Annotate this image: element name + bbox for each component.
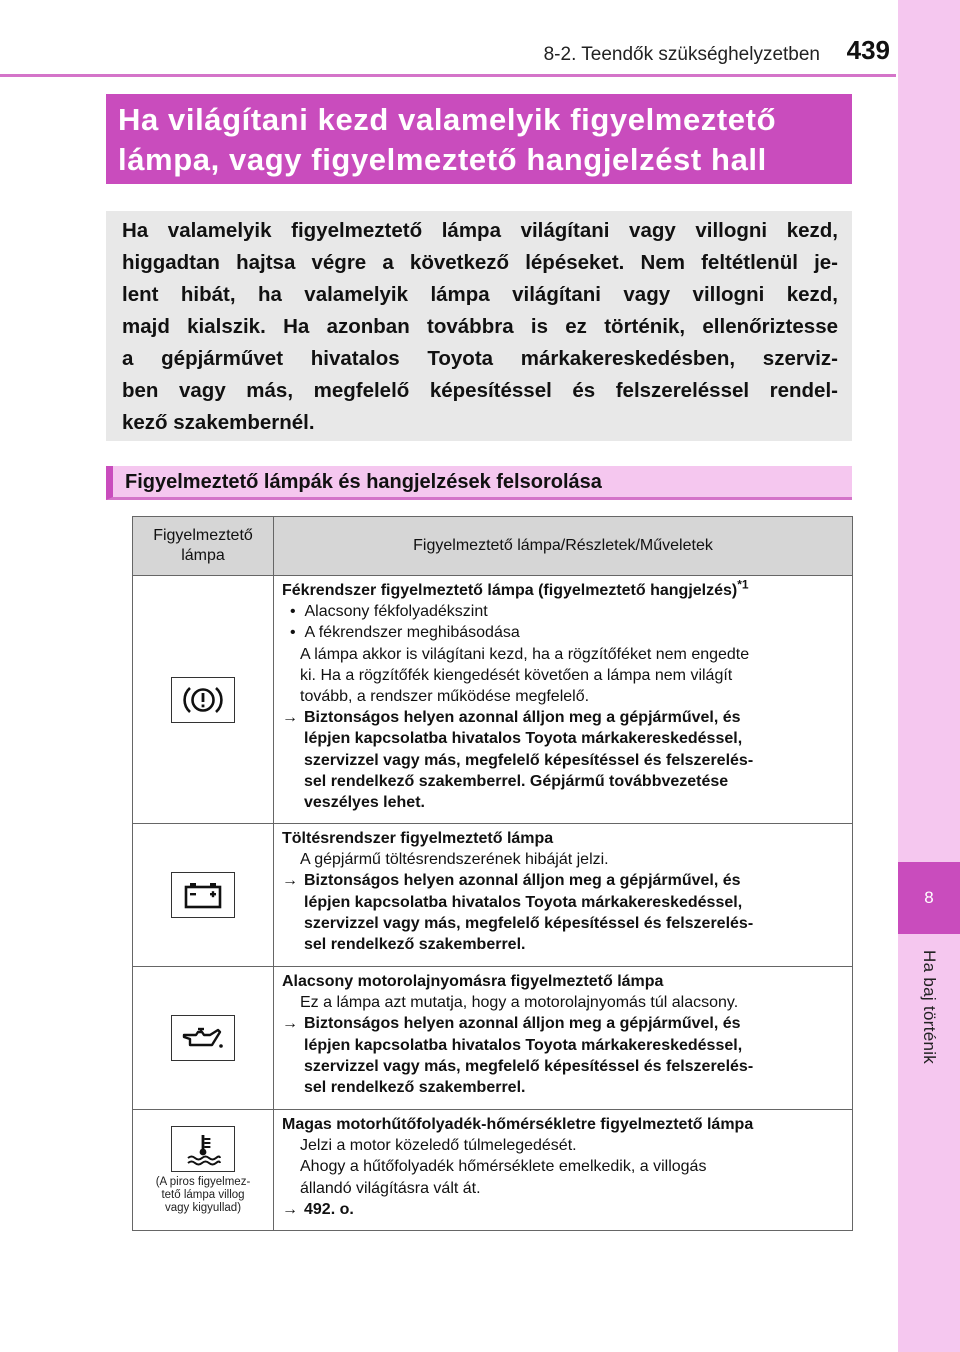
lamp-icon-cell [133, 967, 274, 1110]
brake-warning-icon [171, 677, 235, 723]
arrow-icon: → [282, 1200, 298, 1218]
lamp-title: Alacsony motorolajnyomásra figyelmeztető lámpa [282, 973, 664, 990]
table-row [133, 1110, 853, 1231]
intro-line: ben vagy más, megfelelő képesítéssel és felszereléssel rendel- [122, 379, 838, 402]
lamp-text: A lámpa akkor is világítani kezd, ha a rögzítőféket nem engedte [300, 645, 750, 663]
lamp-action: lépjen kapcsolatba hivatalos Toyota márkakereskedéssel, [304, 1036, 743, 1054]
chapter-title: Ha baj történik [920, 950, 939, 1065]
footnote-marker: *1 [737, 577, 749, 592]
lamp-title: Töltésrendszer figyelmeztető lámpa [282, 830, 554, 847]
column-header-details: Figyelmeztető lámpa/Részletek/Műveletek [274, 517, 853, 576]
lamp-icon-cell [133, 824, 274, 967]
lamp-text: A gépjármű töltésrendszerének hibáját jelzi. [300, 851, 609, 869]
lamp-title: Fékrendszer figyelmeztető lámpa (figyelmeztető hangjelzés)$^{*1}$ [282, 577, 749, 599]
intro-line: kező szakembernél. [122, 411, 315, 434]
chapter-number-tab[interactable] [898, 862, 960, 934]
lamp-icon-cell [133, 1110, 274, 1231]
lamp-action: sel rendelkező szakemberrel. Gépjármű továbbvezetése [304, 772, 729, 790]
title-line: lámpa, vagy figyelmeztető hangjelzést hall [118, 142, 767, 177]
table-row [133, 824, 853, 967]
intro-line: higgadtan hajtsa végre a következő lépéseket. Nem feltétlenül je- [122, 251, 838, 274]
lamp-action: szervizzel vagy más, megfelelő képesítéssel és felszerelés- [304, 751, 754, 769]
section-title: 8-2. Teendők szükséghelyzetben [543, 44, 820, 65]
lamp-text: tovább, a rendszer működése megfelelő. [300, 688, 590, 706]
column-header-lamp: Figyelmeztető lámpa [133, 517, 274, 576]
lamp-action: szervizzel vagy más, megfelelő képesítéssel és felszerelés- [304, 914, 754, 932]
chapter-number: 8 [924, 888, 934, 907]
lamp-description [274, 1110, 853, 1231]
lamp-text: ki. Ha a rögzítőfék kiengedését követően a lámpa nem világít [300, 666, 733, 684]
arrow-icon: → [282, 872, 298, 890]
intro-line: a gépjárművet hivatalos Toyota márkakereskedésben, szerviz- [122, 347, 838, 370]
lamp-text: állandó világításra vált át. [300, 1179, 481, 1197]
lamp-action: lépjen kapcsolatba hivatalos Toyota márkakereskedéssel, [304, 730, 743, 748]
arrow-icon: → [282, 709, 298, 727]
lamp-icon-cell [133, 576, 274, 824]
oil-pressure-icon [171, 1015, 235, 1061]
lamp-action: → Biztonságos helyen azonnal álljon meg a gépjárművel, és [282, 707, 844, 728]
table-header-row [133, 517, 853, 576]
intro-paragraph [106, 211, 852, 441]
lamp-action: sel rendelkező szakemberrel. [304, 1079, 526, 1097]
intro-line: Ha valamelyik figyelmeztető lámpa világítani vagy villogni kezd, [122, 219, 838, 242]
header-rule [0, 74, 896, 77]
lamp-description [274, 967, 853, 1110]
warning-lamp-table [132, 516, 853, 1231]
list-item: • A fékrendszer meghibásodása [290, 624, 520, 642]
lamp-action: → Biztonságos helyen azonnal álljon meg a gépjárművel, és [282, 1013, 844, 1034]
intro-line: lent hibát, ha valamelyik lámpa világítani vagy villogni kezd, [122, 283, 838, 306]
lamp-text: Jelzi a motor közeledő túlmelegedését. [300, 1137, 577, 1155]
lamp-action: szervizzel vagy más, megfelelő képesítéssel és felszerelés- [304, 1057, 754, 1075]
coolant-temperature-icon [171, 1126, 235, 1172]
intro-line: majd kialszik. Ha azonban továbbra is ez történik, ellenőriztesse [122, 315, 838, 338]
lamp-description [274, 576, 853, 824]
table-row [133, 576, 853, 824]
lamp-text: Ez a lámpa azt mutatja, hogy a motorolajnyomás túl alacsony. [300, 994, 739, 1012]
lamp-action: sel rendelkező szakemberrel. [304, 936, 526, 954]
table-row [133, 967, 853, 1110]
lamp-action: veszélyes lehet. [304, 794, 425, 812]
page-reference-link[interactable]: → 492. o. [282, 1199, 844, 1220]
title-line: Ha világítani kezd valamelyik figyelmeztető [118, 102, 777, 137]
page-title [106, 94, 852, 184]
lamp-action: lépjen kapcsolatba hivatalos Toyota márkakereskedéssel, [304, 893, 743, 911]
list-item: • Alacsony fékfolyadékszint [290, 603, 488, 621]
chapter-title-tab [898, 950, 960, 1090]
arrow-icon: → [282, 1015, 298, 1033]
subsection-heading-text: Figyelmeztető lámpák és hangjelzések felsorolása [125, 471, 602, 493]
page-number: 439 [846, 35, 890, 65]
lamp-title: Magas motorhűtőfolyadék-hőmérsékletre figyelmeztető lámpa [282, 1116, 754, 1133]
lamp-description [274, 824, 853, 967]
subsection-heading [106, 466, 852, 500]
battery-icon [171, 872, 235, 918]
lamp-text: Ahogy a hűtőfolyadék hőmérséklete emelkedik, a villogás [300, 1158, 707, 1176]
icon-note: (A piros figyelmez- tető lámpa villog vagy kigyullad) [155, 1175, 251, 1214]
side-tab-strip [898, 0, 960, 1352]
lamp-action: → Biztonságos helyen azonnal álljon meg a gépjárművel, és [282, 870, 844, 891]
